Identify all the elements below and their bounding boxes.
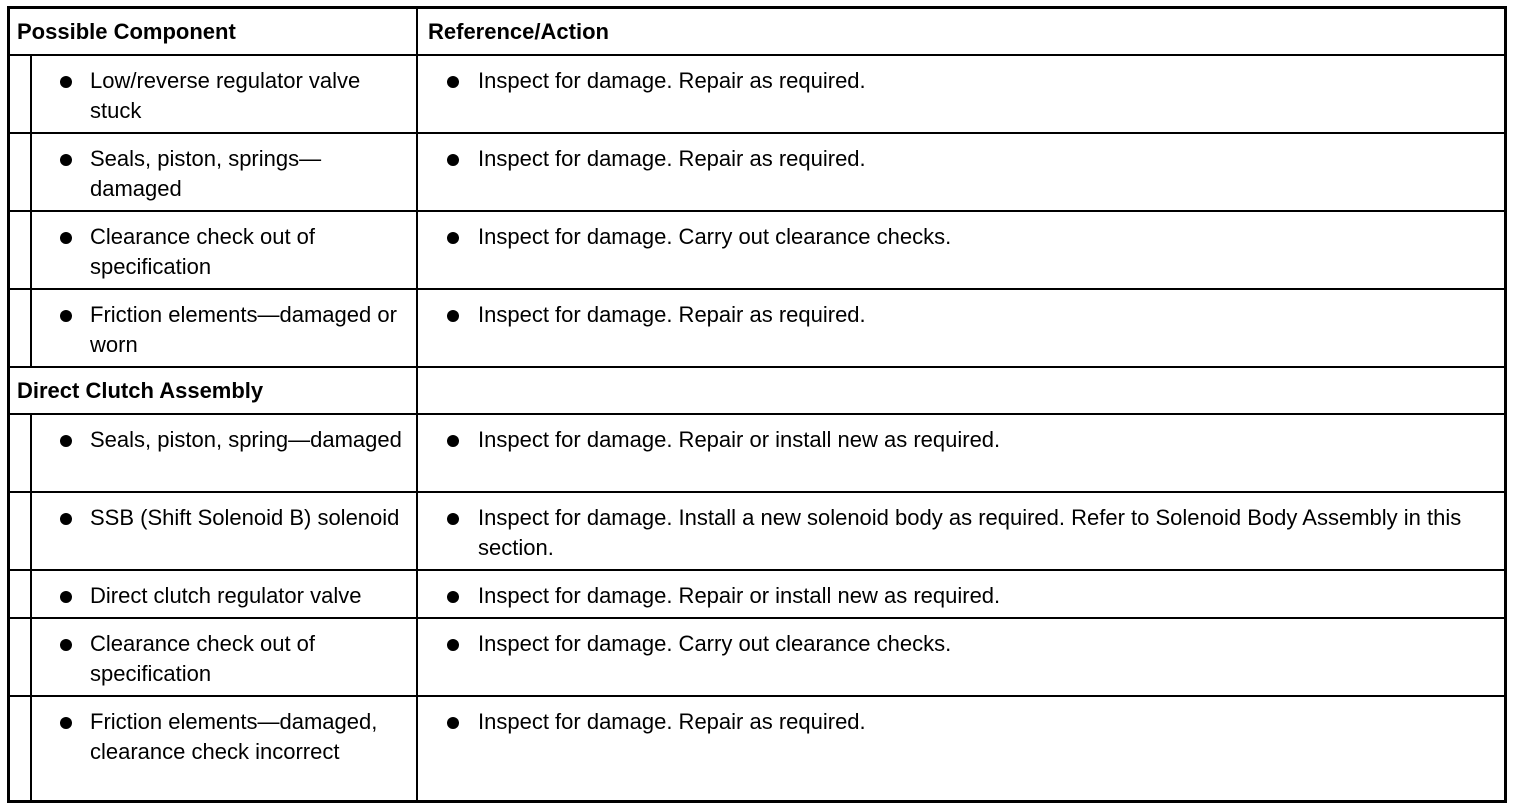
table-row xyxy=(10,619,1504,697)
section-row xyxy=(10,368,1504,415)
bullet-icon xyxy=(447,591,459,603)
action-text: Inspect for damage. Repair as required. xyxy=(478,302,866,327)
bullet-icon xyxy=(60,76,72,88)
action-text: Inspect for damage. Repair as required. xyxy=(478,68,866,93)
bullet-icon xyxy=(447,76,459,88)
section-title: Direct Clutch Assembly xyxy=(17,378,264,403)
table-row xyxy=(10,212,1504,290)
table-header-row xyxy=(10,9,1504,56)
bullet-icon xyxy=(447,639,459,651)
bullet-icon xyxy=(447,435,459,447)
component-text: Clearance check out of specification xyxy=(90,631,316,686)
action-text: Inspect for damage. Repair or install new as required. xyxy=(478,583,1001,608)
action-text: Inspect for damage. Install a new solenoid body as required. Refer to Solenoid Body Assembly in this section. xyxy=(478,505,1462,560)
diagnostic-table xyxy=(7,6,1507,803)
action-text: Inspect for damage. Repair as required. xyxy=(478,709,866,734)
component-text: Seals, piston, springs—damaged xyxy=(90,146,322,201)
component-text: Seals, piston, spring—damaged xyxy=(90,427,402,452)
action-text: Inspect for damage. Carry out clearance checks. xyxy=(478,224,952,249)
action-text: Inspect for damage. Carry out clearance checks. xyxy=(478,631,952,656)
header-possible-component: Possible Component xyxy=(17,19,236,44)
bullet-icon xyxy=(60,435,72,447)
action-text: Inspect for damage. Repair as required. xyxy=(478,146,866,171)
component-text: Clearance check out of specification xyxy=(90,224,316,279)
bullet-icon xyxy=(447,232,459,244)
table-row xyxy=(10,134,1504,212)
bullet-icon xyxy=(60,310,72,322)
table-row xyxy=(10,493,1504,571)
component-text: SSB (Shift Solenoid B) solenoid xyxy=(90,505,400,530)
table-row xyxy=(10,571,1504,619)
bullet-icon xyxy=(60,717,72,729)
bullet-icon xyxy=(60,154,72,166)
table-row xyxy=(10,697,1504,800)
bullet-icon xyxy=(60,513,72,525)
component-text: Low/reverse regulator valve stuck xyxy=(90,68,361,123)
bullet-icon xyxy=(447,717,459,729)
component-text: Friction elements—damaged or worn xyxy=(90,302,397,357)
bullet-icon xyxy=(60,639,72,651)
component-text: Direct clutch regulator valve xyxy=(90,583,362,608)
bullet-icon xyxy=(60,591,72,603)
table-row xyxy=(10,415,1504,493)
bullet-icon xyxy=(447,310,459,322)
bullet-icon xyxy=(447,154,459,166)
bullet-icon xyxy=(60,232,72,244)
action-text: Inspect for damage. Repair or install new as required. xyxy=(478,427,1001,452)
header-reference-action: Reference/Action xyxy=(428,19,609,44)
table-row xyxy=(10,290,1504,368)
table-row xyxy=(10,56,1504,134)
component-text: Friction elements—damaged, clearance check incorrect xyxy=(90,709,378,764)
bullet-icon xyxy=(447,513,459,525)
